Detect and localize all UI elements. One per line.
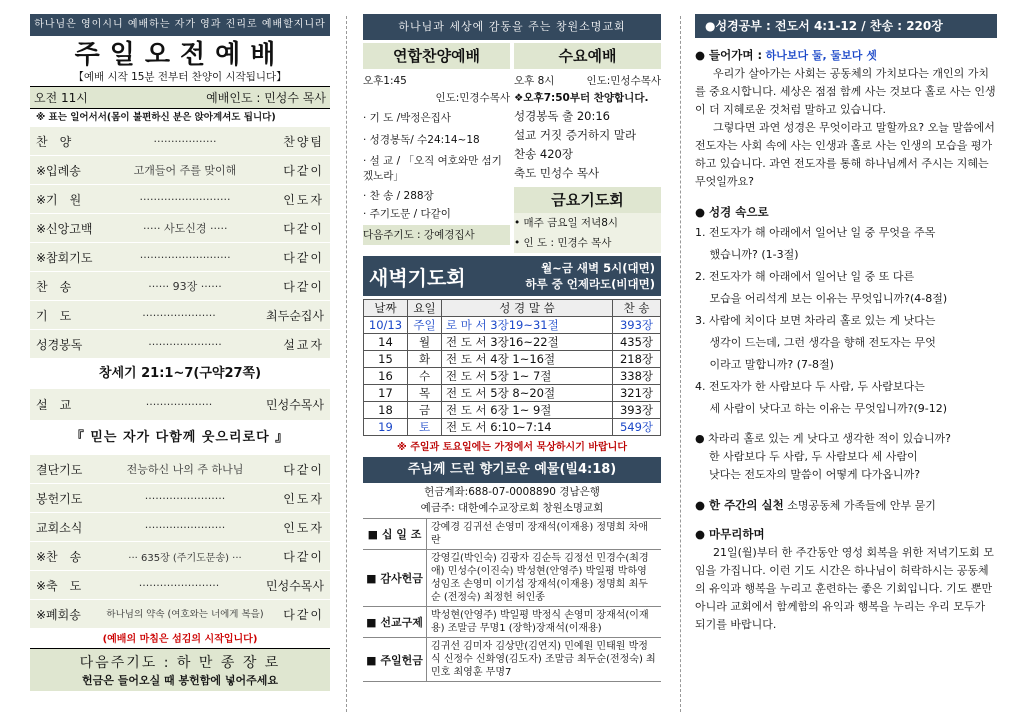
order-detail: ·························· — [139, 250, 231, 264]
table-cell: 월 — [408, 334, 442, 351]
table-cell: 17 — [364, 385, 408, 402]
order-person: 인도자 — [283, 192, 324, 207]
united-next-prayer: 다음주기도 : 강예경집사 — [363, 225, 510, 245]
next-prayer-box — [30, 648, 330, 691]
order-person: 민성수목사 — [266, 398, 324, 412]
wednesday-worship — [514, 43, 661, 253]
order-label: 성경봉독 — [36, 337, 83, 352]
other-services-column — [363, 14, 661, 682]
order-of-service — [30, 127, 330, 629]
account-holder: 예금주: 대한예수교장로회 창원소명교회 — [420, 502, 604, 514]
order-person: 다같이 — [283, 163, 324, 178]
table-cell: 목 — [408, 385, 442, 402]
question-line: 4. 전도자가 한 사람보다 두 사람, 두 사람보다는 — [695, 380, 925, 393]
order-detail: 고개들어 주를 맞이해 — [133, 164, 237, 177]
order-item — [30, 455, 330, 484]
order-person: 다같이 — [283, 549, 324, 564]
column-tagline: 하나님은 영이시니 예배하는 자가 영과 진리로 예배할지니라 — [30, 14, 330, 36]
wednesday-item: 찬송 420장 — [514, 147, 573, 161]
order-detail: ····················· — [148, 337, 222, 351]
table-cell: 393장 — [613, 402, 661, 419]
order-detail: ······ 93장 ······ — [148, 280, 222, 293]
closing-note: (예배의 마침은 섬김의 시작입니다) — [102, 634, 258, 645]
friday-title: 금요기도회 — [514, 187, 661, 213]
table-cell: 화 — [408, 351, 442, 368]
order-person: 다같이 — [283, 279, 324, 294]
service-notice: 【예배 시작 15분 전부터 찬양이 시작됩니다】 — [73, 71, 287, 83]
sermon-row — [30, 389, 330, 421]
weekly-text: 소명공동체 가족들에 안부 묻기 — [787, 499, 936, 512]
wednesday-item: 성경봉독 출 20:16 — [514, 109, 610, 123]
closing-label: ● 마무리하며 — [695, 527, 765, 541]
question-line: 2. 전도자가 해 아래에서 일어난 일 중 또 다른 — [695, 270, 915, 283]
dawn-reading-table — [363, 299, 661, 436]
united-worship-title: 연합찬양예배 — [363, 43, 510, 69]
order-item — [30, 513, 330, 542]
order-person: 다같이 — [283, 221, 324, 236]
order-item — [30, 272, 330, 301]
order-label: ※입례송 — [36, 163, 81, 178]
order-person: 다같이 — [283, 462, 324, 477]
united-item: · 기 도 /박정은집사 — [363, 112, 451, 124]
sunday-service-column — [30, 14, 330, 691]
order-label: ※신앙고백 — [36, 221, 93, 236]
order-person: 인도자 — [283, 491, 324, 506]
offering-type: ■ 감사헌금 — [363, 550, 427, 606]
table-cell: 14 — [364, 334, 408, 351]
offering-row — [363, 518, 661, 549]
application-line: ● 차라리 홀로 있는 게 낫다고 생각한 적이 있습니까? — [695, 432, 951, 445]
table-cell: 금 — [408, 402, 442, 419]
order-item — [30, 571, 330, 600]
table-cell: 218장 — [613, 351, 661, 368]
table-row — [364, 385, 661, 402]
order-label: 결단기도 — [36, 462, 83, 477]
service-title: 주일오전예배 — [74, 40, 286, 70]
table-cell: 수 — [408, 368, 442, 385]
order-label: 기 도 — [36, 308, 72, 323]
order-item — [30, 243, 330, 272]
order-label: ※찬 송 — [36, 549, 82, 564]
order-detail: ·················· — [153, 134, 217, 148]
wednesday-item: 설교 거짓 증거하지 말라 — [514, 128, 637, 142]
dawn-prayer-schedule — [493, 260, 661, 292]
question-line: 세 사람이 낫다고 하는 이유는 무엇입니까?(9-12) — [695, 402, 948, 415]
wednesday-praise-note: ❖오후7:50부터 찬양합니다. — [514, 92, 649, 104]
sermon-title: 『 믿는 자가 다함께 웃으리로다 』 — [30, 421, 330, 455]
offering-note: 헌금은 들어오실 때 봉헌함에 넣어주세요 — [82, 674, 278, 687]
column-header: 성 경 말 씀 — [442, 300, 613, 317]
order-label: 봉헌기도 — [36, 491, 83, 506]
order-label: ※축 도 — [36, 578, 82, 593]
standing-note: ※ 표는 일어서서(몸이 불편하신 분은 앉아계셔도 됩니다) — [36, 112, 276, 123]
order-item — [30, 330, 330, 359]
intro-paragraph: 그렇다면 과연 성경은 무엇이라고 말할까요? 오늘 말씀에서 전도자는 사회 속에 사는 인생과 홀로 사는 인생의 모습을 평가하고 있습니다. 과연 전도자를 통해 하나님께서 주시는 지혜는 무엇일까요? — [695, 121, 995, 188]
bible-study-column — [695, 14, 997, 634]
table-cell: 549장 — [613, 419, 661, 436]
order-label: ※기 원 — [36, 192, 82, 207]
wednesday-time-text: 오후 8시 — [514, 75, 555, 87]
order-detail: ····· 사도신경 ····· — [142, 222, 228, 235]
dawn-schedule-line: 월~금 새벽 5시(대면) — [541, 261, 655, 275]
table-note: ※ 주일과 토요일에는 가정에서 묵상하시기 바랍니다 — [397, 442, 627, 453]
offering-type: ■ 주일헌금 — [363, 638, 427, 681]
order-person: 다같이 — [283, 607, 324, 622]
order-item — [30, 185, 330, 214]
table-row — [364, 419, 661, 436]
table-row — [364, 334, 661, 351]
order-item — [30, 127, 330, 156]
offering-row — [363, 606, 661, 637]
table-row — [364, 317, 661, 334]
table-cell: 전 도 서 6:10~7:14 — [442, 419, 613, 436]
order-detail: 하나님의 약속 (여호와는 너에게 복을) — [106, 608, 264, 620]
order-label: 찬 송 — [36, 279, 72, 294]
order-person: 찬양팀 — [283, 134, 324, 149]
church-tagline: 하나님과 세상에 감동을 주는 창원소명교회 — [363, 14, 661, 40]
order-person: 최두순집사 — [266, 308, 324, 323]
offering-names: 강영길(박인숙) 김광자 김순득 김정선 민경수(최경애) 민성수(이진숙) 박성현(안영주) 박일평 박하영 성임조 손영미 이기섭 장재석(이재용) 정명희 최두순 (전정숙) 최정헌 허인종 — [431, 553, 649, 603]
order-item — [30, 156, 330, 185]
table-row — [364, 368, 661, 385]
offering-row — [363, 637, 661, 682]
order-item — [30, 214, 330, 243]
table-cell: 전 도 서 5장 1~ 7절 — [442, 368, 613, 385]
bible-study-header: ●성경공부 : 전도서 4:1-12 / 찬송 : 220장 — [695, 14, 997, 38]
united-leader: 인도:민경수목사 — [435, 92, 510, 104]
divider — [346, 16, 347, 712]
united-item: · 성경봉독/ 수24:14~18 — [363, 134, 480, 146]
closing-paragraph: 21일(월)부터 한 주간동안 영성 회복을 위한 저녁기도회 모임을 가집니다. 이런 기도 시간은 하나님이 허락하시는 공동체의 유익과 행복을 누리고 훈련하는 좋은 기회입니다. 기도 뿐만 아니라 교회에서 함께함의 유익과 행복을 누리는 우리 모두가 되기를 바랍니다. — [695, 546, 994, 631]
offering-names: 강예경 김귀선 손영미 장재석(이재용) 정명희 차애란 — [431, 522, 648, 546]
table-row — [364, 351, 661, 368]
wednesday-item: 축도 민성수 목사 — [514, 166, 600, 180]
question-list — [695, 222, 997, 420]
table-cell: 전 도 서 6장 1~ 9절 — [442, 402, 613, 419]
offering-title: 주님께 드린 향기로운 예물(빌4:18) — [363, 457, 661, 483]
order-item — [30, 301, 330, 330]
column-header: 요일 — [408, 300, 442, 317]
order-label: 교회소식 — [36, 520, 83, 535]
united-item: · 주기도문 / 다같이 — [363, 208, 451, 220]
wednesday-time — [514, 73, 661, 90]
order-detail: ··· 635장 (주기도문송) ··· — [128, 552, 242, 564]
order-person: 민성수목사 — [266, 578, 324, 593]
order-item — [30, 542, 330, 571]
order-item — [30, 484, 330, 513]
order-detail: ····················· — [142, 308, 216, 322]
wednesday-title: 수요예배 — [514, 43, 661, 69]
offering-names: 박성현(안영주) 박일평 박정식 손영미 장재석(이재용) 조말금 무명1 (장학)장재석(이재용) — [431, 610, 649, 634]
order-detail: ······················· — [144, 520, 226, 534]
table-cell: 주일 — [408, 317, 442, 334]
table-cell: 18 — [364, 402, 408, 419]
intro-label: ● 들어가며 : — [695, 48, 763, 62]
friday-item: • 매주 금요일 저녁8시 — [514, 213, 661, 233]
scripture-reference: 창세기 21:1~7(구약27쪽) — [30, 359, 330, 389]
table-cell: 321장 — [613, 385, 661, 402]
question-line: 3. 사람에 치이다 보면 차라리 홀로 있는 게 낫다는 — [695, 314, 936, 327]
order-person: 다같이 — [283, 250, 324, 265]
table-cell: 19 — [364, 419, 408, 436]
weekly-practice — [695, 496, 997, 515]
application-line: 낫다는 전도자의 말씀이 어떻게 다가옵니까? — [709, 468, 921, 481]
section-label: ● 성경 속으로 — [695, 205, 769, 219]
order-label: 설 교 — [36, 398, 72, 412]
order-detail: ······················· — [144, 491, 226, 505]
offering-type: ■ 선교구제 — [363, 607, 427, 637]
order-label: 찬 양 — [36, 134, 72, 149]
order-detail: 전능하신 나의 주 하나님 — [126, 463, 244, 476]
intro-title: 하나보다 둘, 둘보다 셋 — [765, 49, 877, 62]
order-person: 인도자 — [283, 520, 324, 535]
table-cell: 토 — [408, 419, 442, 436]
service-header — [30, 86, 330, 109]
dawn-schedule-line: 하루 중 언제라도(비대면) — [525, 277, 655, 291]
offering-type: ■ 십 일 조 — [363, 519, 427, 549]
order-detail: ······················· — [138, 578, 220, 592]
dawn-prayer-header — [363, 256, 661, 296]
united-time: 오후1:45 — [363, 75, 407, 87]
table-cell: 338장 — [613, 368, 661, 385]
united-item: · 찬 송 / 288장 — [363, 190, 434, 202]
table-cell: 435장 — [613, 334, 661, 351]
application-question — [695, 430, 997, 484]
question-line: 생각이 드는데, 그런 생각을 향해 전도자는 무엇 — [695, 336, 936, 349]
divider — [680, 16, 681, 712]
table-cell: 전 도 서 3장16~22절 — [442, 334, 613, 351]
friday-item: • 인 도 : 민경수 목사 — [514, 233, 661, 253]
table-cell: 전 도 서 5장 8~20절 — [442, 385, 613, 402]
united-worship — [363, 43, 510, 253]
question-line: 모습을 어리석게 보는 이유는 무엇입니까?(4-8절) — [695, 292, 948, 305]
intro-paragraph: 우리가 살아가는 사회는 공동체의 가치보다는 개인의 가치를 중요시합니다. 세상은 점점 함께 사는 것보다 홀로 사는 인생이 더 지혜로운 것처럼 말하고 있습니다. — [695, 67, 996, 116]
question-line: 했습니까? (1-3절) — [695, 248, 799, 261]
offering-account: 헌금계좌:688-07-0008890 경남은행 — [424, 486, 600, 498]
order-label: ※참회기도 — [36, 250, 93, 265]
table-cell: 로 마 서 3장19~31절 — [442, 317, 613, 334]
offering-row — [363, 549, 661, 606]
wednesday-leader: 인도:민성수목사 — [586, 75, 661, 87]
order-item — [30, 600, 330, 629]
weekly-label: ● 한 주간의 실천 — [695, 498, 784, 512]
service-leader: 예배인도 : 민성수 목사 — [206, 91, 326, 105]
next-prayer: 다음주기도 : 하 만 종 장 로 — [79, 655, 281, 671]
table-cell: 15 — [364, 351, 408, 368]
column-header: 날짜 — [364, 300, 408, 317]
dawn-prayer-title: 새벽기도회 — [369, 265, 466, 290]
question-line: 이라고 말합니까? (7-8절) — [695, 358, 834, 371]
application-line: 한 사람보다 두 사람, 두 사람보다 세 사람이 — [709, 450, 918, 463]
question-line: 1. 전도자가 해 아래에서 일어난 일 중 무엇을 주목 — [695, 226, 936, 239]
order-person: 설교자 — [283, 337, 324, 352]
into-scripture-heading — [695, 203, 997, 222]
table-cell: 16 — [364, 368, 408, 385]
order-detail: ·························· — [139, 192, 231, 206]
closing-heading — [695, 525, 997, 544]
table-row — [364, 402, 661, 419]
service-time: 오전 11시 — [34, 91, 88, 105]
order-detail: ··················· — [145, 398, 213, 411]
table-header — [364, 300, 661, 317]
table-cell: 10/13 — [364, 317, 408, 334]
united-item: · 설 교 / 「오직 여호와만 섬기겠노라」 — [363, 155, 502, 182]
offering-names: 김귀선 김미자 김상만(김연지) 민예원 민태원 박정식 신정수 신화영(김도자) 조말금 최두순(전정숙) 최민호 최영훈 무명7 — [431, 641, 656, 678]
table-cell: 전 도 서 4장 1~16절 — [442, 351, 613, 368]
order-label: ※폐회송 — [36, 607, 81, 622]
column-header: 찬 송 — [613, 300, 661, 317]
table-cell: 393장 — [613, 317, 661, 334]
intro-heading — [695, 46, 997, 65]
